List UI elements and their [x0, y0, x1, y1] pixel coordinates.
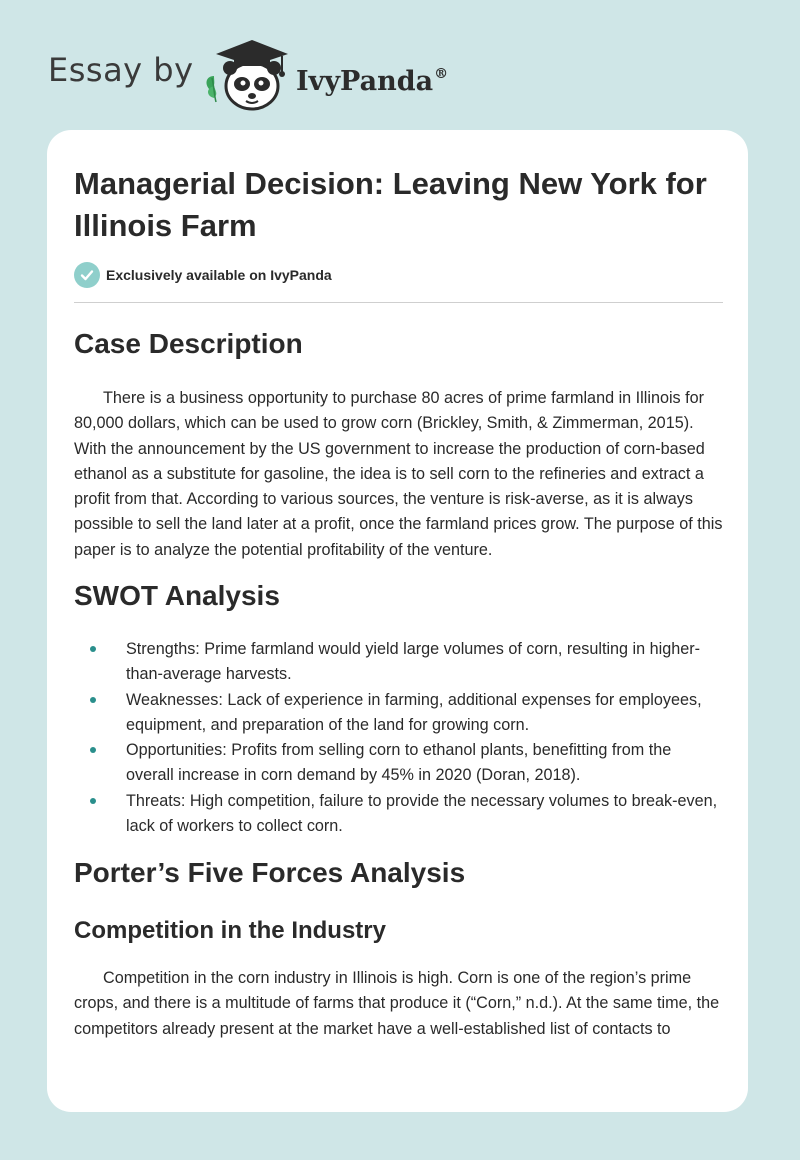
list-item [74, 789, 723, 840]
exclusive-label: Exclusively available on IvyPanda [106, 267, 332, 283]
bullet-dot-icon [90, 646, 96, 652]
swot-opportunities: Opportunities: Profits from selling corn to ethanol plants, benefitting from the overall increase in corn demand by 45% in 2020 (Doran, 2018). [126, 741, 672, 785]
bullet-dot-icon [90, 747, 96, 753]
panda-graduation-cap-icon[interactable] [200, 36, 290, 112]
swot-threats: Threats: High competition, failure to provide the necessary volumes to break-even, lack of workers to collect corn. [126, 791, 718, 836]
list-item [74, 738, 723, 789]
list-item [74, 688, 723, 739]
paragraph-case-description: There is a business opportunity to purchase 80 acres of prime farmland in Illinois for 80,000 dollars, which can be used to grow corn (Brickley, Smith, & Zimmerman, 2015). With the announcement by the US government to increase the production of corn-based ethanol as a substitute for gasoline, the idea is to sell corn to the refineries and extract a profit from that. According to various sources, the venture is risk-averse, as it is always possible to sell the land later at a profit, once the farmland prices grow. The purpose of this paper is to analyze the potential profitability of the venture. [74, 389, 723, 559]
brand-text: IvyPanda [296, 66, 434, 97]
brand-name[interactable] [296, 56, 448, 100]
exclusive-badge [74, 261, 332, 289]
subheading-competition: Competition in the Industry [74, 917, 386, 944]
swot-list [74, 637, 723, 839]
essay-by-label: Essay by [48, 51, 194, 89]
swot-strengths: Strengths: Prime farmland would yield large volumes of corn, resulting in higher-than-average harvests. [126, 640, 701, 684]
swot-weaknesses: Weaknesses: Lack of experience in farming, additional expenses for employees, equipment, and preparation of the land for growing corn. [126, 690, 702, 734]
list-item [74, 637, 723, 688]
registered-mark: ® [434, 66, 449, 82]
heading-porter: Porter’s Five Forces Analysis [74, 857, 466, 888]
site-header [0, 0, 800, 120]
bullet-dot-icon [90, 697, 96, 703]
paragraph-competition: Competition in the corn industry in Illinois is high. Corn is one of the region’s prime crops, and there is a multitude of farms that produce it (“Corn,” n.d.). At the same time, the competitors already present at the market have a well-established list of contacts to [74, 969, 720, 1038]
article-title: Managerial Decision: Leaving New York for Illinois Farm [74, 166, 707, 243]
heading-case-description: Case Description [74, 328, 303, 359]
heading-swot: SWOT Analysis [74, 580, 280, 611]
article-card [47, 130, 748, 1112]
bullet-dot-icon [90, 798, 96, 804]
check-circle-icon [74, 262, 100, 288]
divider [74, 302, 723, 303]
